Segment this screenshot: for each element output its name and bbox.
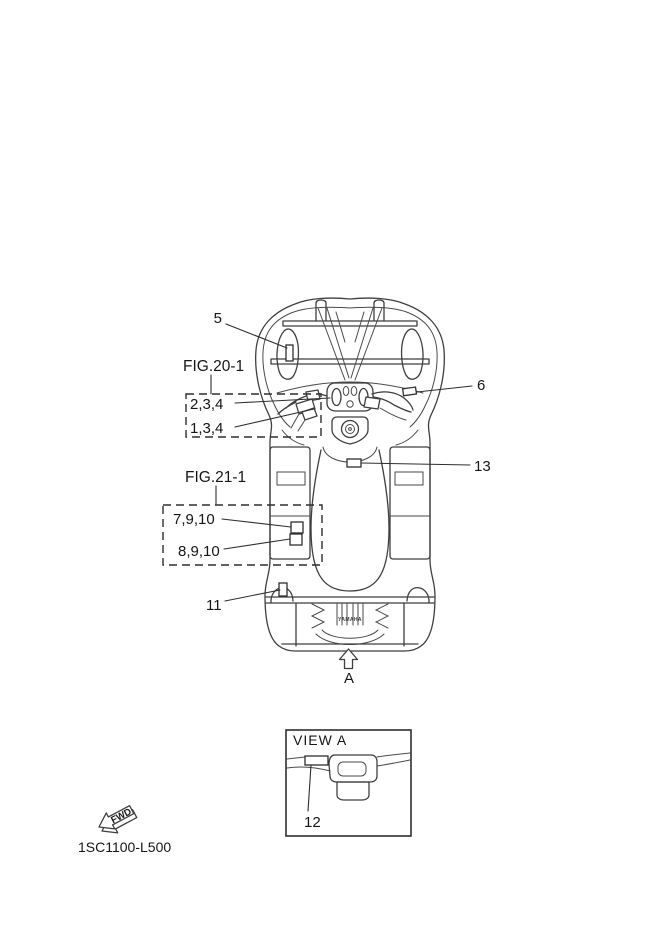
right-switch-housing [364, 397, 380, 409]
view-a-inset [286, 730, 411, 836]
view-direction [340, 649, 358, 687]
fwd-label: FWD [109, 806, 134, 827]
fuel-cap [342, 421, 359, 438]
shock-spring-right [376, 604, 388, 628]
tank-console [323, 417, 377, 462]
shock-spring-left [312, 604, 324, 628]
view-a-title: VIEW A [293, 732, 348, 748]
leader-line-7-9-10 [222, 519, 291, 527]
label-12-marker [305, 756, 328, 765]
rack-braces [318, 308, 382, 380]
callout-2-3-4-label: 2,3,4 [190, 396, 224, 413]
callout-1-3-4-label: 1,3,4 [190, 420, 224, 437]
callout-13-label: 13 [474, 458, 491, 475]
atv-top-view-drawing [256, 298, 445, 651]
brand-text: YAMAHA [338, 617, 362, 623]
callout-11-label: 11 [206, 597, 222, 614]
leader-line-13 [361, 463, 470, 465]
view-direction-arrow-icon [340, 649, 358, 669]
callout-6-label: 6 [477, 377, 486, 394]
part-number: 1SC1100-L500 [78, 839, 172, 855]
rear-rack [266, 588, 434, 646]
leader-line-8-9-10 [224, 539, 290, 549]
fwd-marker [95, 802, 139, 839]
label-6-marker [403, 387, 417, 396]
front-rack [271, 300, 429, 393]
rear-arch-right [407, 588, 429, 603]
leader-line-6 [417, 386, 472, 392]
label-5-marker [286, 345, 293, 361]
atv-body-outline [256, 298, 445, 651]
label-8-9-10-marker [290, 534, 302, 545]
callout-7-9-10-label: 7,9,10 [173, 511, 215, 528]
rack-cutout-right [402, 329, 424, 379]
label-13-marker [347, 459, 361, 467]
label-7-9-10-marker [291, 522, 303, 533]
callout-5-label: 5 [213, 310, 222, 327]
fig-21-1-ref: FIG.21-1 [185, 469, 247, 486]
callout-8-9-10-label: 8,9,10 [178, 543, 220, 560]
fig-20-1-ref: FIG.20-1 [183, 358, 245, 375]
callout-12-label: 12 [304, 814, 321, 831]
leader-line-2-3-4 [235, 398, 330, 403]
view-direction-label: A [343, 670, 355, 687]
